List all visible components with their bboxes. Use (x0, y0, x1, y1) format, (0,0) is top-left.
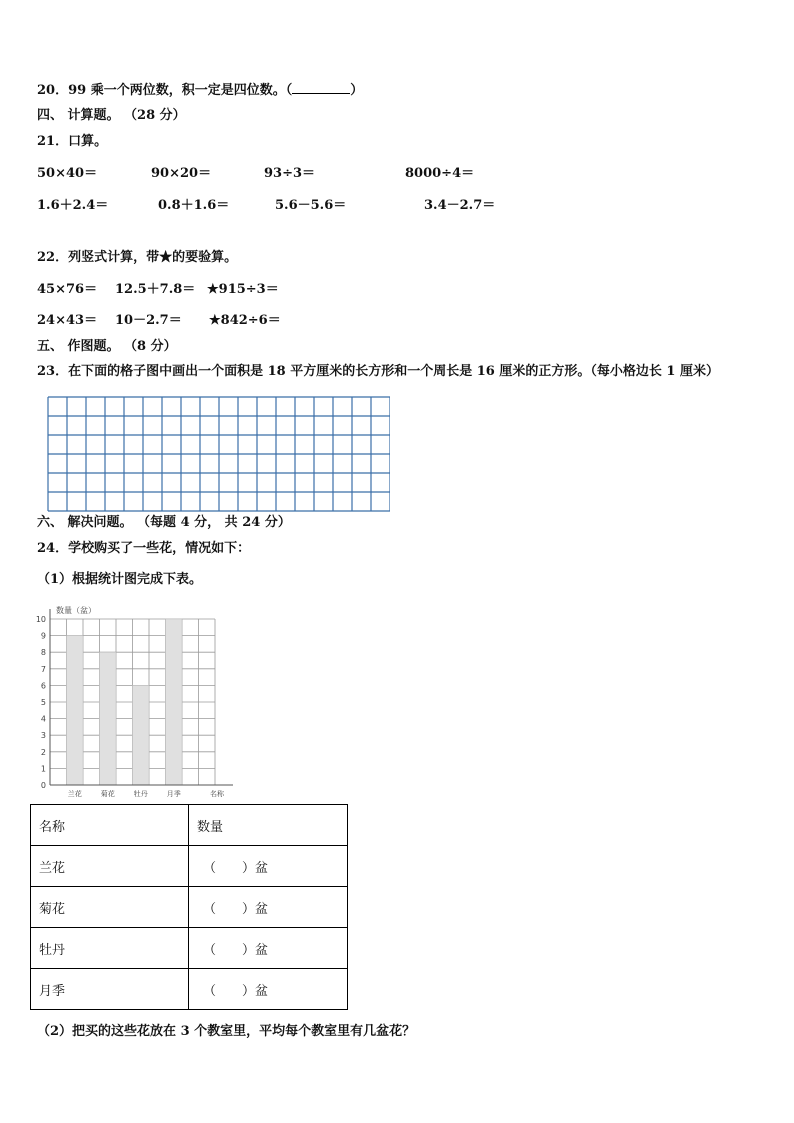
question-24-part-1: （1）根据统计图完成下表。 (37, 572, 203, 587)
table-row (31, 928, 348, 969)
flower-count-table (30, 804, 348, 1010)
table-cell-name: 兰花 (31, 846, 189, 887)
chart-y-tick-label: 7 (40, 664, 46, 674)
chart-y-tick-label: 4 (40, 714, 46, 724)
table-header-row (31, 805, 348, 846)
answer-blank[interactable] (292, 82, 350, 94)
table-cell-qty[interactable]: （ ）盆 (189, 887, 348, 928)
chart-x-tick-label: 菊花 (100, 790, 115, 798)
mental-math-item: 8000÷4＝ (405, 166, 475, 181)
chart-y-tick-label: 9 (40, 631, 46, 641)
mental-math-item: 3.4－2.7＝ (424, 198, 496, 213)
mental-math-item: 0.8＋1.6＝ (158, 198, 230, 213)
chart-x-tick-label: 牡丹 (133, 790, 148, 798)
section-6-title: 六、 解决问题。 （每题 4 分， 共 24 分） (37, 515, 291, 530)
table-cell-qty[interactable]: （ ）盆 (189, 846, 348, 887)
question-23-text: 23．在下面的格子图中画出一个面积是 18 平方厘米的长方形和一个周长是 16 厘米的正方形。（每小格边长 1 厘米） (37, 364, 719, 379)
question-21-title: 21．口算。 (37, 134, 108, 149)
table-cell-name: 月季 (31, 969, 189, 1010)
mental-math-item: 5.6－5.6＝ (275, 198, 347, 213)
question-20 (37, 82, 363, 99)
table-header-cell: 名称 (31, 805, 189, 846)
chart-bar (166, 619, 183, 785)
table-cell-qty[interactable]: （ ）盆 (189, 928, 348, 969)
chart-y-tick-label: 5 (40, 698, 46, 707)
chart-bar (133, 685, 150, 785)
table-cell-name: 菊花 (31, 887, 189, 928)
chart-y-tick-label: 10 (35, 615, 46, 624)
chart-y-tick-label: 2 (40, 747, 46, 757)
section-5-title: 五、 作图题。 （8 分） (37, 339, 177, 354)
chart-x-tick-label: 月季 (166, 790, 181, 798)
table-header-cell: 数量 (189, 805, 348, 846)
table-row (31, 969, 348, 1010)
chart-y-tick-label: 6 (40, 681, 46, 691)
mental-math-item: 90×20＝ (151, 166, 212, 181)
vertical-calc-item: ★842÷6＝ (209, 313, 281, 328)
chart-y-tick-label: 0 (40, 781, 46, 790)
question-22-title: 22．列竖式计算，带★的要验算。 (37, 250, 238, 265)
chart-y-tick-label: 8 (40, 648, 46, 658)
mental-math-item: 93÷3＝ (264, 166, 316, 181)
chart-x-axis-title: 名称 (210, 790, 224, 798)
chart-x-tick-label: 兰花 (67, 790, 82, 798)
vertical-calc-item: ★915÷3＝ (207, 282, 279, 297)
section-4-title: 四、 计算题。 （28 分） (37, 108, 186, 123)
vertical-calc-item: 12.5＋7.8＝ (115, 282, 196, 297)
mental-math-item: 50×40＝ (37, 166, 98, 181)
chart-y-axis-title: 数量（盆） (56, 606, 96, 615)
chart-y-tick-label: 1 (40, 764, 46, 774)
question-20-text: 20．99 乘一个两位数，积一定是四位数。（ (37, 83, 293, 98)
bar-chart (30, 598, 242, 800)
chart-bar (67, 636, 84, 785)
question-20-close: ） (350, 83, 364, 98)
vertical-calc-item: 45×76＝ (37, 282, 98, 297)
table-row (31, 887, 348, 928)
drawing-grid[interactable] (47, 396, 390, 512)
chart-bar (100, 652, 117, 785)
table-cell-name: 牡丹 (31, 928, 189, 969)
table-cell-qty[interactable]: （ ）盆 (189, 969, 348, 1010)
table-row (31, 846, 348, 887)
question-24-part-2: （2）把买的这些花放在 3 个教室里，平均每个教室里有几盆花？ (37, 1024, 416, 1039)
vertical-calc-item: 24×43＝ (37, 313, 98, 328)
vertical-calc-item: 10－2.7＝ (115, 313, 182, 328)
question-24-title: 24．学校购买了一些花，情况如下： (37, 541, 251, 556)
mental-math-item: 1.6＋2.4＝ (37, 198, 109, 213)
chart-y-tick-label: 3 (40, 731, 46, 741)
